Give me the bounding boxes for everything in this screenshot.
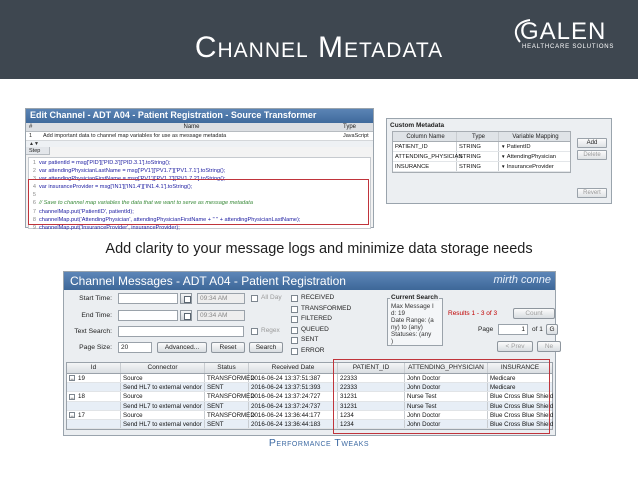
- code-text: // Save to channel map variables the data that we want to serve as message metadata: [39, 200, 253, 207]
- col-id[interactable]: Id: [67, 363, 121, 373]
- cell-id: [67, 411, 121, 419]
- cell-status: TRANSFORMED: [207, 375, 255, 382]
- status-label-queued: QUEUED: [301, 325, 329, 333]
- delete-button[interactable]: Delete: [577, 150, 607, 160]
- line-number: 9: [32, 224, 36, 231]
- line-number: 3: [32, 176, 36, 183]
- code-highlight-box: [28, 179, 369, 225]
- status-checkbox-transformed[interactable]: [291, 306, 298, 313]
- col-insurance[interactable]: INSURANCE: [500, 364, 540, 371]
- col-status[interactable]: Status: [205, 363, 249, 373]
- current-search-box: [387, 294, 443, 346]
- search-button[interactable]: Search: [249, 342, 283, 353]
- metadata-cell-name: ATTENDING_PHYSICIAN: [395, 154, 463, 160]
- code-line: [29, 167, 370, 175]
- page-of-text: of 1: [532, 326, 543, 333]
- cell-received-date: 2016-06-24 13:37:51:393: [249, 383, 338, 391]
- line-number: 1: [32, 160, 36, 166]
- cell-connector: Send HL7 to external vendor: [121, 402, 205, 410]
- metadata-mapping-text: PatientID: [506, 144, 531, 150]
- tab-step[interactable]: Step: [26, 147, 50, 155]
- col-patient-id[interactable]: PATIENT_ID: [338, 363, 405, 373]
- line-number: 6: [32, 200, 36, 207]
- end-calendar-icon[interactable]: [180, 310, 192, 321]
- end-time-label: End Time:: [81, 312, 112, 319]
- metadata-cell-mapping: [499, 162, 570, 171]
- metadata-mapping-text: InsuranceProvider: [506, 164, 554, 170]
- metadata-cell-type: STRING: [457, 162, 499, 171]
- cell-insurance: Medicare: [490, 375, 516, 382]
- cell-attending-physician: John Doctor: [405, 374, 488, 382]
- cell-connector: Send HL7 to external vendor: [121, 383, 205, 391]
- cell-attending-physician: John Doctor: [405, 383, 488, 391]
- page-size-input[interactable]: 20: [118, 342, 152, 353]
- custom-metadata-panel: [386, 118, 612, 204]
- row-id-text: 18: [78, 393, 85, 401]
- step-row-type: JavaScript: [343, 133, 369, 139]
- line-number: 2: [32, 168, 36, 175]
- results-count-text: Results 1 - 3 of 3: [448, 310, 498, 317]
- metadata-cell-mapping: [499, 152, 570, 161]
- status-checkbox-received[interactable]: [291, 295, 298, 302]
- current-search-line: Date Range: (a: [391, 317, 434, 324]
- code-line: [29, 159, 370, 167]
- cell-connector: Send HL7 to external vendor: [121, 420, 205, 428]
- channel-messages-title-text: Channel Messages - ADT A04 - Patient Registration: [70, 274, 346, 288]
- start-time-input[interactable]: [118, 293, 178, 304]
- start-calendar-icon[interactable]: [180, 293, 192, 304]
- edit-channel-title: Edit Channel - ADT A04 - Patient Registration - Source Transformer: [26, 109, 373, 123]
- end-time-input[interactable]: [118, 310, 178, 321]
- col-attending-physician[interactable]: ATTENDING_PHYSICIAN: [405, 363, 488, 373]
- status-checkbox-error[interactable]: [291, 348, 298, 355]
- step-col-name: Name: [183, 124, 200, 130]
- step-table-header: [26, 123, 373, 132]
- cell-patient-id: 1234: [338, 420, 405, 428]
- cell-id: [67, 374, 121, 382]
- dropdown-arrow-icon[interactable]: ▼: [501, 154, 507, 159]
- regex-label: Regex: [261, 327, 280, 334]
- galen-logo: [506, 18, 618, 58]
- current-search-line: Statuses: (any: [391, 331, 432, 338]
- cell-patient-id: 1234: [338, 411, 405, 419]
- cell-insurance: Medicare: [490, 384, 516, 392]
- metadata-rows: [393, 142, 570, 172]
- cell-status: SENT: [205, 383, 249, 391]
- step-row[interactable]: [26, 132, 373, 141]
- status-label-transformed: TRANSFORMED: [301, 304, 352, 312]
- metadata-table-header: [393, 132, 570, 142]
- start-time-label: Start Time:: [79, 295, 112, 302]
- page-size-label: Page Size:: [79, 344, 112, 351]
- cell-insurance: Blue Cross Blue Shield: [490, 411, 554, 419]
- metadata-col-type: Type: [457, 132, 499, 141]
- expand-toggle-icon[interactable]: −: [70, 395, 74, 402]
- code-text: var attendingPhysicianLastName = msg['PV1']['PV1.7']['PV1.7.1'].toString();: [39, 168, 226, 175]
- text-search-input[interactable]: [118, 326, 244, 337]
- status-checkbox-queued[interactable]: [291, 327, 298, 334]
- advanced-button[interactable]: Advanced...: [157, 342, 207, 353]
- metadata-col-mapping: Variable Mapping: [512, 134, 559, 140]
- all-day-label: All Day: [261, 294, 282, 301]
- code-text: var patientId = msg['PID']['PID.3']['PID.3.1'].toString();: [39, 160, 171, 166]
- cell-attending-physician: John Doctor: [405, 411, 488, 419]
- step-col-type: Type: [343, 124, 357, 130]
- cell-received-date: 2016-06-24 13:36:44:183: [249, 420, 338, 428]
- status-checkbox-filtered[interactable]: [291, 316, 298, 323]
- page-input[interactable]: 1: [498, 324, 528, 335]
- code-text: channelMap.put('PatientID', patientId);: [39, 208, 134, 215]
- cell-attending-physician: Nurse Test: [405, 392, 488, 400]
- slide-title: Channel Metadata: [194, 31, 444, 64]
- expand-toggle-icon[interactable]: −: [70, 377, 74, 384]
- cell-insurance: Blue Cross Blue Shield: [490, 402, 554, 410]
- cell-patient-id: 22333: [338, 374, 405, 382]
- status-label-filtered: FILTERED: [301, 315, 332, 322]
- cell-attending-physician: Nurse Test: [405, 402, 488, 410]
- status-label-sent: SENT: [301, 336, 319, 343]
- line-number: 8: [32, 216, 36, 223]
- step-col-num: #: [29, 124, 33, 130]
- row-id-text: 19: [78, 375, 85, 382]
- cell-status: SENT: [205, 402, 249, 410]
- line-number: 4: [32, 184, 36, 191]
- current-search-line: d: 19: [391, 310, 406, 317]
- metadata-cell-type: STRING: [457, 152, 499, 161]
- regex-checkbox[interactable]: [251, 328, 258, 335]
- col-received-date[interactable]: Received Date: [249, 363, 338, 373]
- logo-subtitle: HEALTHCARE SOLUTIONS: [522, 44, 615, 50]
- count-button[interactable]: Count: [513, 308, 555, 319]
- page-label: Page: [478, 326, 494, 333]
- cell-received-date: 2016-06-24 13:37:51:387: [249, 374, 338, 382]
- dropdown-arrow-icon[interactable]: ▼: [501, 144, 507, 149]
- col-connector[interactable]: Connector: [121, 363, 205, 373]
- current-search-line: ): [391, 338, 394, 345]
- metadata-row[interactable]: [393, 142, 570, 152]
- cell-received-date: 2016-06-24 13:37:24:727: [249, 392, 338, 400]
- step-row-name: Add important data to channel map variables for use as message metadata: [43, 133, 227, 139]
- cell-connector: Source: [121, 374, 205, 382]
- metadata-columns-highlight-box: [333, 359, 554, 434]
- cell-connector: Source: [121, 411, 205, 419]
- code-text: channelMap.put('AttendingPhysician', attendingPhysicianFirstName + " " + attendingPhysicianLastName);: [39, 216, 301, 223]
- cell-patient-id: 31231: [338, 392, 405, 400]
- revert-button[interactable]: Revert: [577, 188, 607, 198]
- metadata-table: [392, 131, 571, 173]
- cell-received-date: 2016-06-24 13:36:44:177: [249, 411, 338, 419]
- dropdown-arrow-icon[interactable]: ▼: [501, 164, 507, 169]
- metadata-cell-mapping: [499, 142, 570, 151]
- go-button[interactable]: G: [546, 324, 558, 335]
- start-clock-input[interactable]: 09:34 AM: [197, 293, 245, 304]
- custom-metadata-legend: Custom Metadata: [390, 122, 445, 129]
- code-text: var insuranceProvider = msg['IN1']['IN1.4']['IN1.4.1'].toString();: [39, 184, 193, 191]
- slide-footer: Performance Tweaks: [268, 437, 370, 449]
- cell-id: [67, 420, 121, 428]
- metadata-cell-name: INSURANCE: [393, 162, 457, 171]
- cell-status: TRANSFORMED: [207, 411, 255, 419]
- current-search-legend: Current Search: [391, 294, 438, 301]
- cell-patient-id: 22333: [338, 383, 405, 391]
- cell-id: [67, 383, 121, 391]
- expand-toggle-icon[interactable]: −: [70, 414, 74, 421]
- cell-connector: Source: [121, 392, 205, 400]
- status-label-received: RECEIVED: [301, 294, 335, 301]
- code-text: var attendingPhysicianFirstName = msg['PV1']['PV1.7']['PV1.7.2'].toString();: [39, 176, 226, 183]
- text-search-label: Text Search:: [74, 328, 112, 335]
- status-label-error: ERROR: [301, 346, 325, 354]
- prev-button[interactable]: < Prev: [497, 341, 533, 352]
- cell-status: TRANSFORMED: [207, 393, 255, 401]
- current-search-line: Max Message I: [391, 303, 434, 310]
- metadata-cell-name: PATIENT_ID: [393, 142, 457, 151]
- reorder-arrows-icon[interactable]: ▲▼: [26, 141, 373, 147]
- cell-insurance: Blue Cross Blue Shield: [490, 420, 554, 428]
- cell-attending-physician: John Doctor: [405, 420, 488, 428]
- logo-name: GALEN: [520, 18, 607, 45]
- add-button[interactable]: Add: [577, 138, 607, 148]
- status-checkbox-sent[interactable]: [291, 337, 298, 344]
- reset-button[interactable]: Reset: [211, 342, 245, 353]
- metadata-row[interactable]: [393, 152, 570, 162]
- cell-status: SENT: [205, 420, 249, 428]
- metadata-cell-type: STRING: [457, 142, 499, 151]
- code-text: channelMap.put('InsuranceProvider', insuranceProvider);: [39, 224, 180, 231]
- channel-messages-title: [64, 272, 555, 290]
- end-clock-input[interactable]: 09:34 AM: [197, 310, 245, 321]
- metadata-row[interactable]: [393, 162, 570, 172]
- cell-id: [67, 392, 121, 400]
- cell-id: [67, 402, 121, 410]
- cell-patient-id: 31231: [338, 402, 405, 410]
- metadata-col-name: Column Name: [393, 132, 457, 141]
- current-search-line: ny) to (any): [391, 324, 423, 331]
- mirth-brand-logo: mirth conne: [493, 274, 551, 286]
- line-number: 7: [32, 208, 36, 215]
- step-row-num: 1: [29, 133, 33, 139]
- all-day-checkbox[interactable]: [251, 295, 258, 302]
- line-number: 5: [32, 192, 36, 199]
- cell-received-date: 2016-06-24 13:37:24:737: [249, 402, 338, 410]
- slide-header: [0, 0, 638, 79]
- cell-insurance: Blue Cross Blue Shield: [490, 393, 554, 401]
- row-id-text: 17: [78, 411, 85, 419]
- next-button[interactable]: Ne: [537, 341, 561, 352]
- metadata-mapping-text: AttendingPhysician: [506, 154, 557, 160]
- slide-caption: Add clarity to your message logs and minimize data storage needs: [105, 241, 533, 257]
